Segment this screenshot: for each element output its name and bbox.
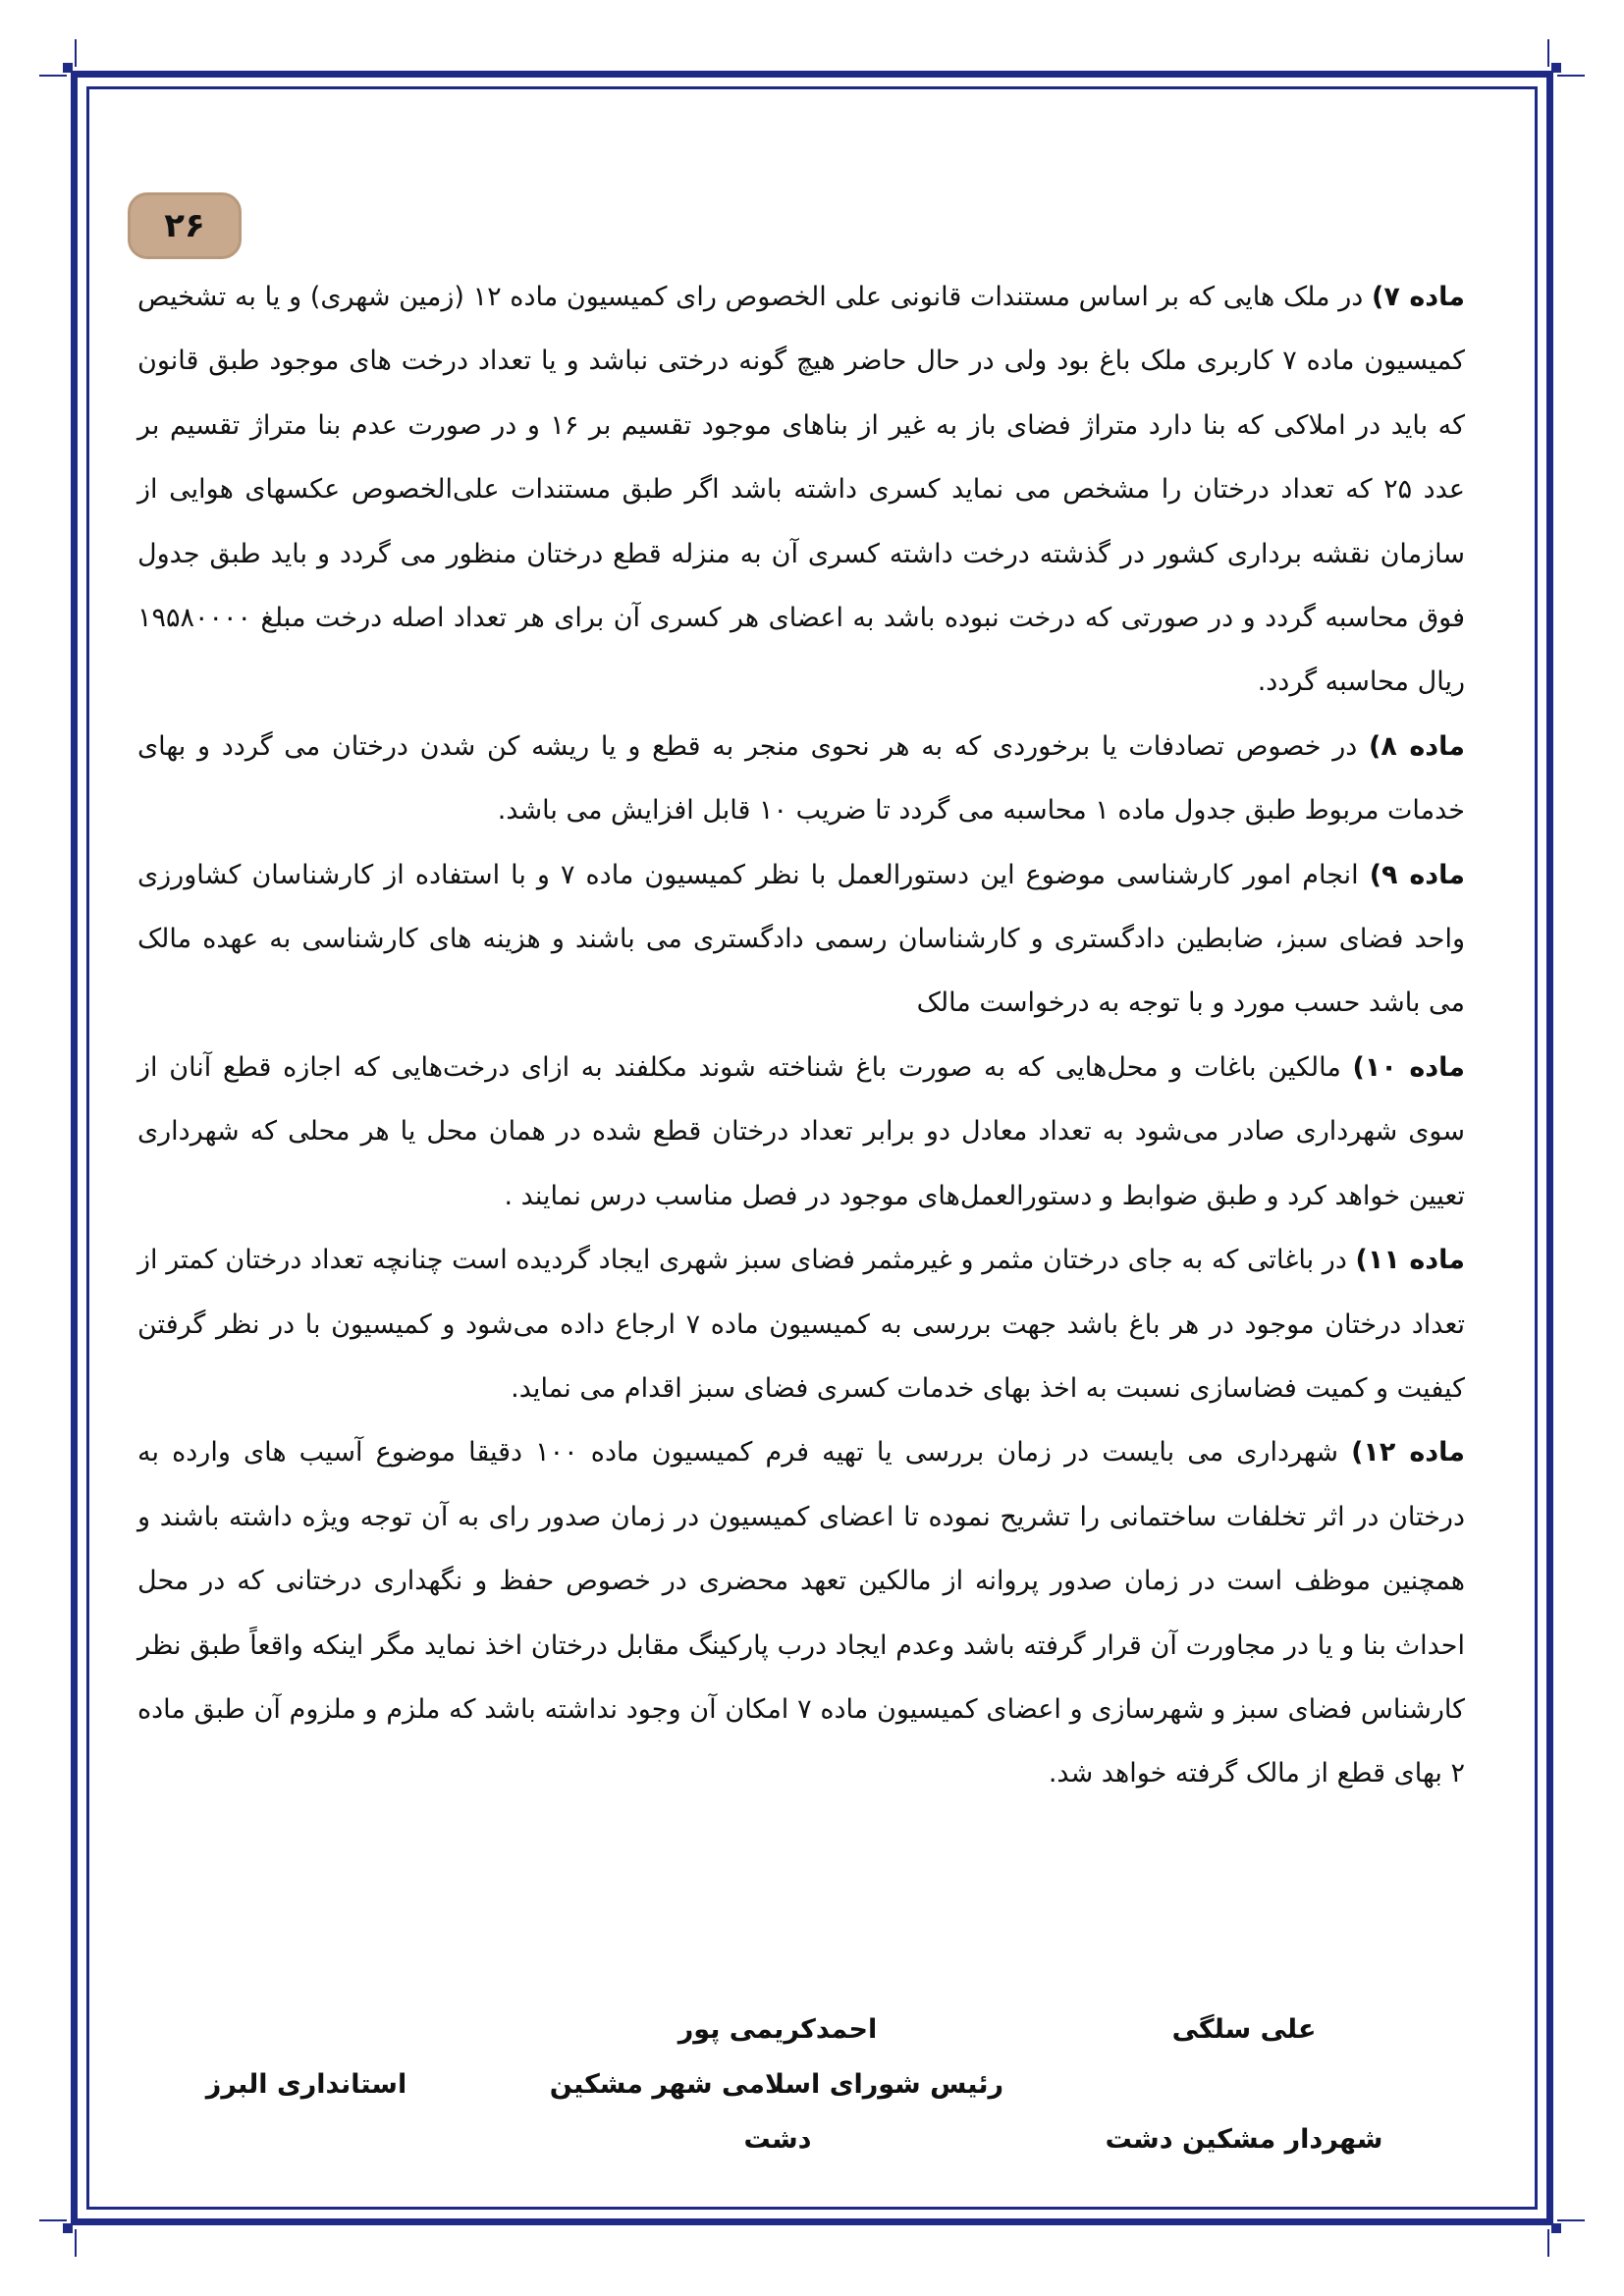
page-number-badge: ۲۶ — [128, 192, 242, 259]
article-label: ماده ۱۰) — [1352, 1051, 1465, 1083]
signature-mayor — [1082, 2002, 1406, 2167]
signature-block — [137, 2002, 1465, 2189]
article-label: ماده ۸) — [1368, 730, 1465, 762]
border-tick — [1557, 2219, 1585, 2221]
document-body — [137, 265, 1465, 1806]
border-corner-ornament — [63, 63, 73, 73]
article-12 — [137, 1420, 1465, 1805]
article-text: در باغاتی که به جای درختان مثمر و غیرمثمر فضای سبز شهری ایجاد گردیده است چنانچه تعداد درختان کمتر از تعداد درختان موجود در هر باغ باشد جهت بررسی به کمیسیون ماده ۷ ارجاع داده می‌شود و کمیسیون با در نظر گرفتن کیفیت و کمیت فضاسازی نسبت به اخذ بهای خدمات کسری فضای سبز اقدام می نماید. — [137, 1245, 1465, 1404]
article-text: در خصوص تصادفات یا برخوردی که به هر نحوی منجر به قطع و یا ریشه کن شدن درختان می گردد و بهای خدمات مربوط طبق جدول ماده ۱ محاسبه می گردد تا ضریب ۱۰ قابل افزایش می باشد. — [137, 730, 1465, 827]
signatory-title: استانداری البرز — [205, 2069, 407, 2100]
signatory-title-continued: دشت — [743, 2124, 812, 2155]
article-label: ماده ۱۱) — [1355, 1245, 1465, 1276]
signature-governorate — [159, 2057, 454, 2112]
border-tick — [1557, 75, 1585, 77]
article-text: در ملک هایی که بر اساس مستندات قانونی علی الخصوص رای کمیسیون ماده ۱۲ (زمین شهری) و یا به تشخیص کمیسیون ماده ۷ کاربری ملک باغ بود ولی در حال حاضر هیچ گونه درختی نباشد و یا تعداد درخت های موجود طبق قانون که باید در املاکی که بنا دارد متراژ فضای باز به غیر از بناهای موجود تقسیم بر ۱۶ و در صورت عدم بنا متراژ تقسیم بر عدد ۲۵ که تعداد درختان را مشخص می نماید کسری داشته باشد اگر طبق مستندات علی‌الخصوص عکسهای هوایی از سازمان نقشه برداری کشور در گذشته درخت داشته کسری آن به منزله قطع درختان منظور می گردد و باید طبق جدول فوق محاسبه گردد و در صورتی که درخت نبوده باشد به اعضای هر کسری آن برای هر تعداد اصله درخت مبلغ ۱۹۵۸۰۰۰۰ ریال محاسبه گردد. — [137, 282, 1465, 698]
border-tick — [1547, 39, 1549, 67]
border-tick — [75, 39, 77, 67]
signatory-title: شهردار مشکین دشت — [1105, 2124, 1383, 2155]
article-10 — [137, 1036, 1465, 1228]
border-corner-ornament — [63, 2223, 73, 2233]
signature-council-head — [549, 2002, 1003, 2167]
border-tick — [1547, 2229, 1549, 2257]
article-label: ماده ۹) — [1369, 859, 1466, 890]
article-text: شهرداری می بایست در زمان بررسی یا تهیه فرم کمیسیون ماده ۱۰۰ دقیقا موضوع آسیب های وارده به درختان در اثر تخلفات ساختمانی را تشریح نموده تا اعضای کمیسیون در زمان صدور رای به آن توجه ویژه داشته باشند و همچنین موظف است در زمان صدور پروانه از مالکین تعهد محضری در خصوص حفظ و نگهداری درختانی که در محل احداث بنا و یا در مجاورت آن قرار گرفته باشد وعدم ایجاد درب پارکینگ مقابل درختان اخذ نماید مگر اینکه واقعاً طبق نظر کارشناس فضای سبز و شهرسازی و اعضای کمیسیون ماده ۷ امکان آن وجود نداشته باشد که ملزم و ملزوم آن طبق ماده ۲ بهای قطع از مالک گرفته خواهد شد. — [137, 1437, 1465, 1789]
signatory-name: احمدکریمی پور — [677, 2014, 878, 2045]
article-text: مالکین باغات و محل‌هایی که به صورت باغ شناخته شوند مکلفند به ازای درخت‌هایی که اجازه قطع آنان از سوی شهرداری صادر می‌شود به تعداد معادل دو برابر تعداد درختان قطع شده در همان محل یا هر محلی که شهرداری تعیین خواهد کرد و طبق ضوابط و دستورالعمل‌های موجود در فصل مناسب درس نمایند . — [137, 1051, 1465, 1211]
article-9 — [137, 843, 1465, 1036]
border-corner-ornament — [1551, 63, 1561, 73]
border-tick — [39, 75, 67, 77]
article-8 — [137, 715, 1465, 843]
article-text: انجام امور کارشناسی موضوع این دستورالعمل با نظر کمیسیون ماده ۷ و با استفاده از کارشناسان کشاورزی واحد فضای سبز، ضابطین دادگستری و کارشناسان رسمی دادگستری می باشند و هزینه های کارشناسی به عهده مالک می باشد حسب مورد و با توجه به درخواست مالک — [137, 859, 1465, 1019]
article-label: ماده ۱۲) — [1351, 1437, 1465, 1468]
signatory-name: علی سلگی — [1171, 2014, 1317, 2045]
border-tick — [75, 2229, 77, 2257]
article-label: ماده ۷) — [1371, 282, 1465, 312]
article-11 — [137, 1228, 1465, 1420]
signatory-title: رئیس شورای اسلامی شهر مشکین — [549, 2069, 1003, 2100]
border-corner-ornament — [1551, 2223, 1561, 2233]
border-tick — [39, 2219, 67, 2221]
article-7 — [137, 265, 1465, 715]
